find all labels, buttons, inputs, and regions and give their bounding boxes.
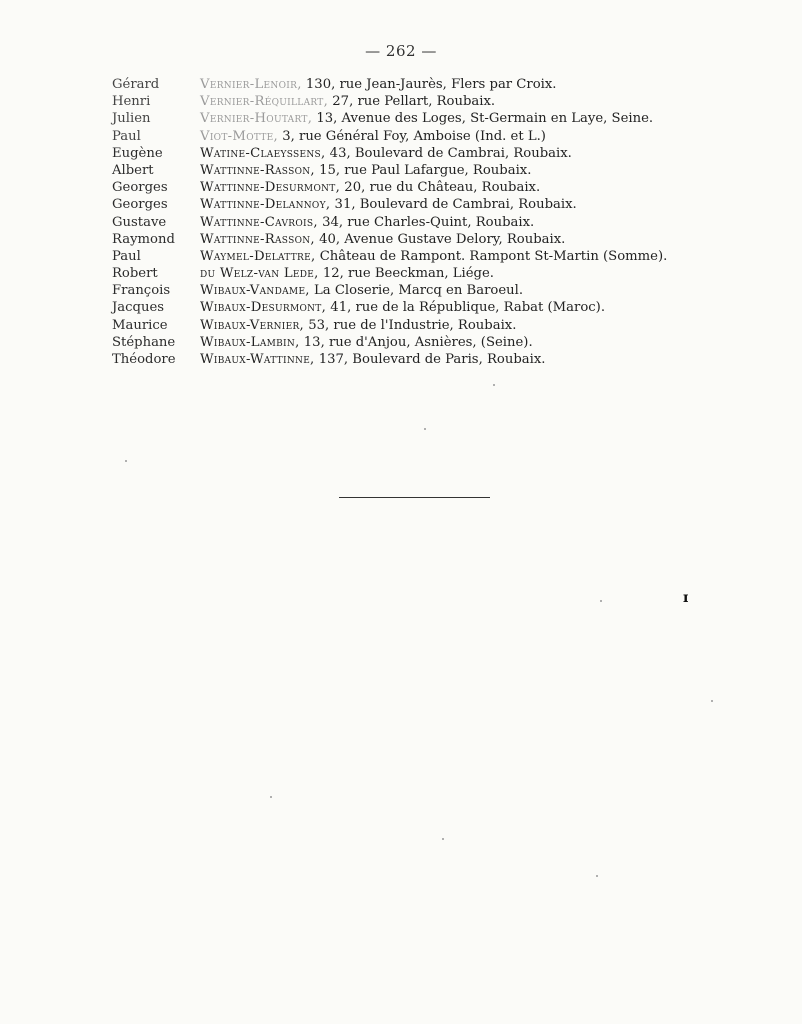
address: 40, Avenue Gustave Delory, Roubaix. xyxy=(314,231,566,247)
list-item xyxy=(112,299,712,316)
family-name: Wattinne-Desurmont, xyxy=(200,180,341,196)
family-name: Wibaux-Wattinne, xyxy=(200,352,315,367)
list-item xyxy=(112,162,712,179)
given-name: Raymond xyxy=(112,231,175,247)
list-item xyxy=(112,282,712,299)
list-item xyxy=(112,76,712,93)
given-name: Théodore xyxy=(112,352,176,367)
address: 12, rue Beeckman, Liége. xyxy=(318,266,494,282)
family-name: Watine-Claeyssens, xyxy=(200,145,326,161)
address: 15, rue Paul Lafargue, Roubaix. xyxy=(314,162,532,178)
paper-speck xyxy=(600,600,602,602)
paper-speck xyxy=(493,384,495,386)
given-name: Georges xyxy=(112,197,168,213)
family-name: du Welz-van Lede, xyxy=(200,266,319,282)
family-name: Waymel-Delattre, xyxy=(200,248,316,264)
address: 3, rue Général Foy, Amboise (Ind. et L.) xyxy=(278,128,546,144)
list-item xyxy=(112,93,712,110)
address: 27, rue Pellart, Roubaix. xyxy=(328,94,496,110)
family-name: Wattinne-Cavrois, xyxy=(200,214,318,230)
list-item xyxy=(112,128,712,145)
given-name: Albert xyxy=(112,162,154,178)
list-item xyxy=(112,231,712,248)
page-number: — 262 — xyxy=(365,42,437,60)
list-item xyxy=(112,214,712,231)
paper-speck xyxy=(270,796,272,798)
list-item xyxy=(112,334,712,351)
list-item xyxy=(112,317,712,334)
list-item xyxy=(112,265,712,282)
ink-mark: ɪ xyxy=(683,590,689,606)
paper-speck xyxy=(125,460,127,462)
address: 130, rue Jean-Jaurès, Flers par Croix. xyxy=(301,77,557,92)
family-name: Vernier-Lenoir, xyxy=(200,77,302,92)
list-item xyxy=(112,110,712,127)
paper-speck xyxy=(424,428,426,430)
given-name: Julien xyxy=(112,111,151,127)
list-item xyxy=(112,145,712,162)
given-name: Jacques xyxy=(112,300,165,316)
list-item xyxy=(112,248,712,265)
address: 13, Avenue des Loges, St-Germain en Laye, Seine. xyxy=(312,111,654,127)
family-name: Viot-Motte, xyxy=(200,128,279,144)
family-name: Vernier-Houtart, xyxy=(200,111,313,127)
family-name: Wibaux-Lambin, xyxy=(200,334,300,350)
given-name: Robert xyxy=(112,266,158,282)
given-name: François xyxy=(112,283,171,299)
list-item xyxy=(112,196,712,213)
address: 43, Boulevard de Cambrai, Roubaix. xyxy=(325,145,572,161)
family-name: Wattinne-Rasson, xyxy=(200,231,315,247)
section-divider xyxy=(339,497,490,498)
address: 41, rue de la République, Rabat (Maroc). xyxy=(326,300,606,316)
given-name: Maurice xyxy=(112,317,168,333)
address: 13, rue d'Anjou, Asnières, (Seine). xyxy=(299,334,533,350)
given-name: Paul xyxy=(112,128,141,144)
family-name: Wattinne-Delannoy, xyxy=(200,197,331,213)
paper-speck xyxy=(711,700,713,702)
paper-speck xyxy=(596,875,598,877)
family-name: Wibaux-Desurmont, xyxy=(200,300,327,316)
given-name: Stéphane xyxy=(112,334,176,350)
list-item xyxy=(112,351,712,368)
address: 137, Boulevard de Paris, Roubaix. xyxy=(314,352,546,367)
given-name: Paul xyxy=(112,248,141,264)
address: 53, rue de l'Industrie, Roubaix. xyxy=(304,317,517,333)
given-name: Eugène xyxy=(112,145,163,161)
family-name: Wibaux-Vernier, xyxy=(200,317,305,333)
address: La Closerie, Marcq en Baroeul. xyxy=(309,283,524,299)
address-list xyxy=(112,76,712,368)
paper-speck xyxy=(442,838,444,840)
address: 20, rue du Château, Roubaix. xyxy=(340,180,541,196)
family-name: Vernier-Réquillart, xyxy=(200,94,329,110)
given-name: Henri xyxy=(112,94,151,110)
address: 31, Boulevard de Cambrai, Roubaix. xyxy=(330,197,577,213)
address: Château de Rampont. Rampont St-Martin (Somme). xyxy=(315,248,668,264)
family-name: Wibaux-Vandame, xyxy=(200,283,310,299)
given-name: Georges xyxy=(112,180,168,196)
given-name: Gérard xyxy=(112,77,160,92)
family-name: Wattinne-Rasson, xyxy=(200,162,315,178)
address: 34, rue Charles-Quint, Roubaix. xyxy=(317,214,535,230)
given-name: Gustave xyxy=(112,214,167,230)
list-item xyxy=(112,179,712,196)
